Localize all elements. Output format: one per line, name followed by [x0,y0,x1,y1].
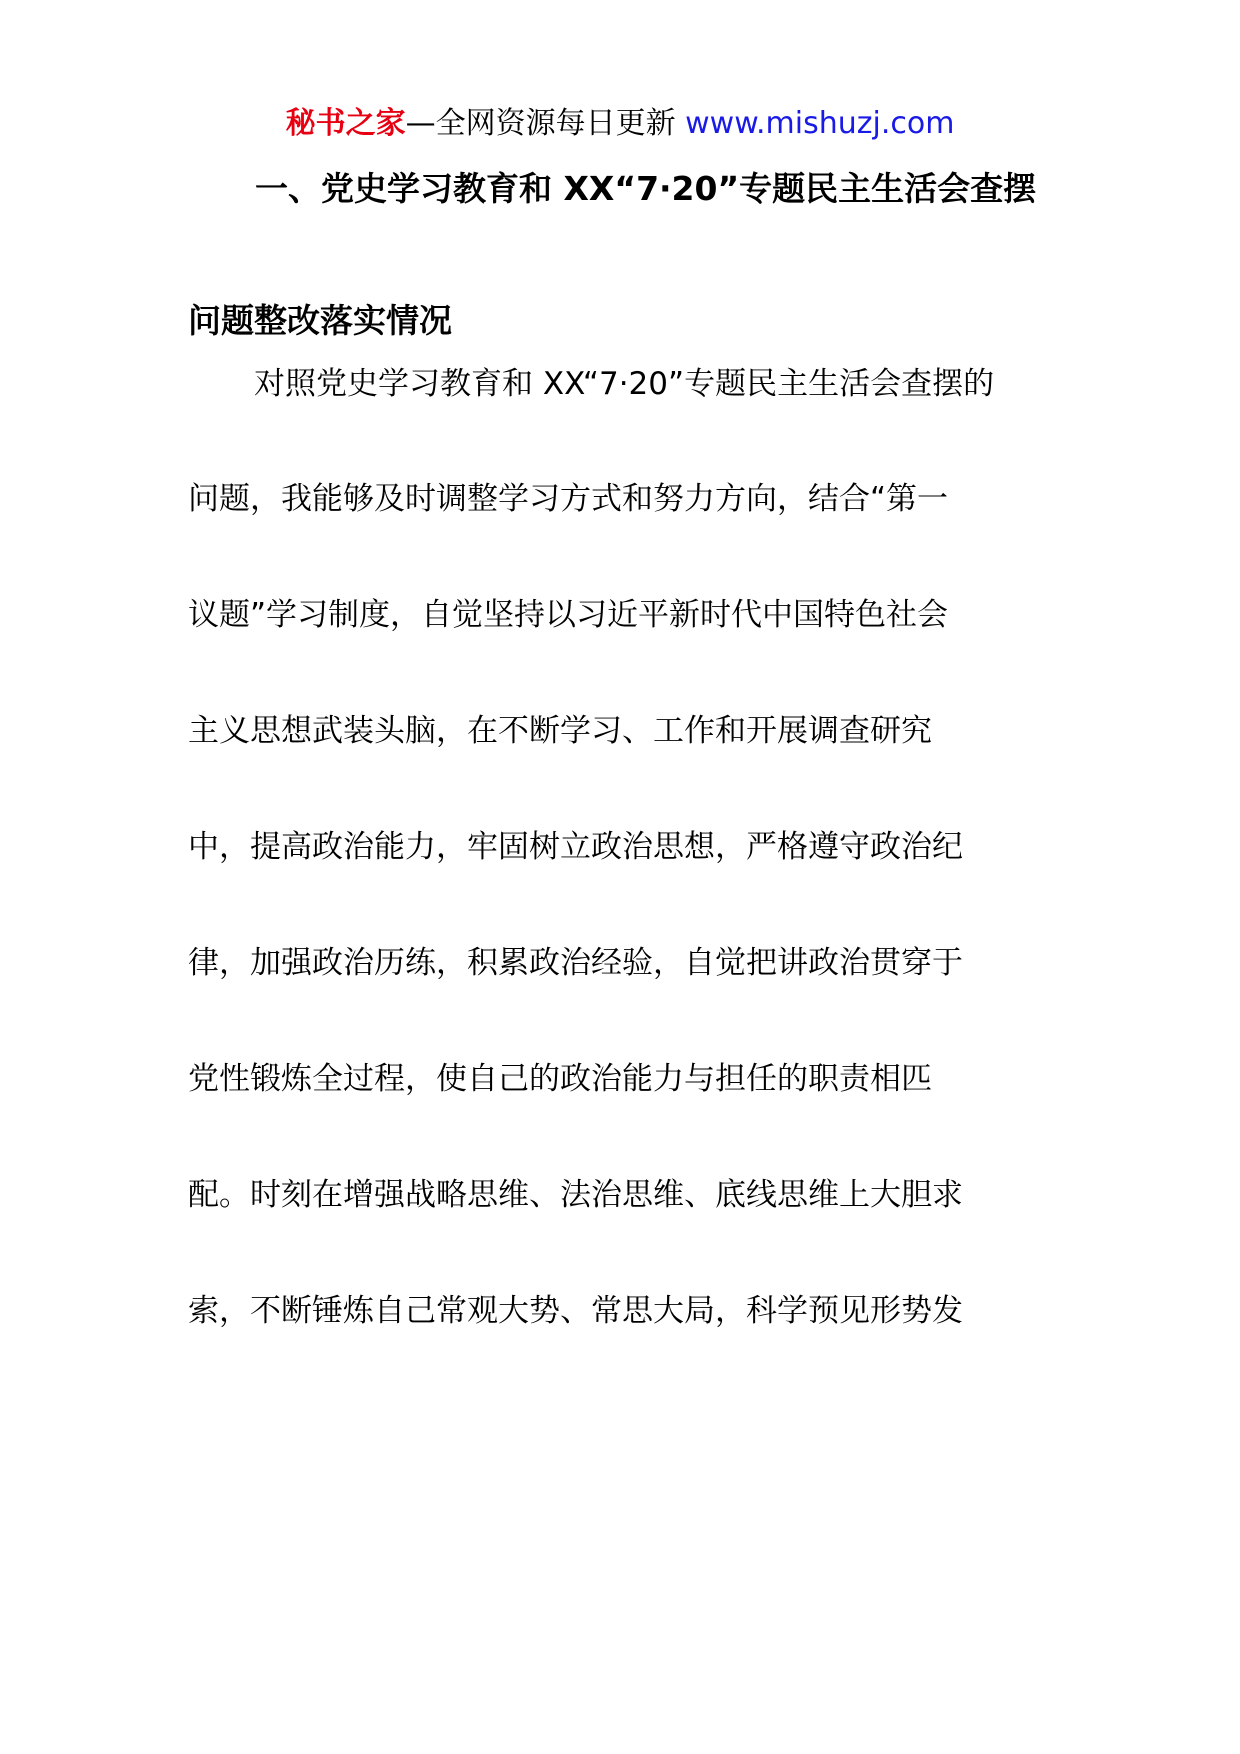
paragraph-line: 中，提高政治能力，牢固树立政治思想，严格遵守政治纪 [188,829,963,865]
site-link[interactable]: www.mishuzj.com [685,106,955,141]
paragraph-line: 对照党史学习教育和 XX“7·20”专题民主生活会查摆的 [254,366,995,402]
paragraph-line: 配。时刻在增强战略思维、法治思维、底线思维上大胆求 [188,1177,963,1213]
paragraph-line: 索，不断锤炼自己常观大势、常思大局，科学预见形势发 [188,1293,963,1329]
watermark-header [0,100,1240,148]
section-title-line-1: 一、党史学习教育和 XX“7·20”专题民主生活会查摆 [255,169,1037,208]
brand-name: 秘书之家 [285,106,406,141]
paragraph-line: 主义思想武装头脑，在不断学习、工作和开展调查研究 [188,713,932,749]
paragraph-line: 问题，我能够及时调整学习方式和努力方向，结合“第一 [188,481,949,517]
paragraph-line: 党性锻炼全过程，使自己的政治能力与担任的职责相匹 [188,1061,932,1097]
header-tagline: —全网资源每日更新 [405,106,686,141]
paragraph-line: 议题”学习制度，自觉坚持以习近平新时代中国特色社会 [188,597,949,633]
section-title-line-2: 问题整改落实情况 [188,301,452,340]
paragraph-line: 律，加强政治历练，积累政治经验，自觉把讲政治贯穿于 [188,945,963,981]
